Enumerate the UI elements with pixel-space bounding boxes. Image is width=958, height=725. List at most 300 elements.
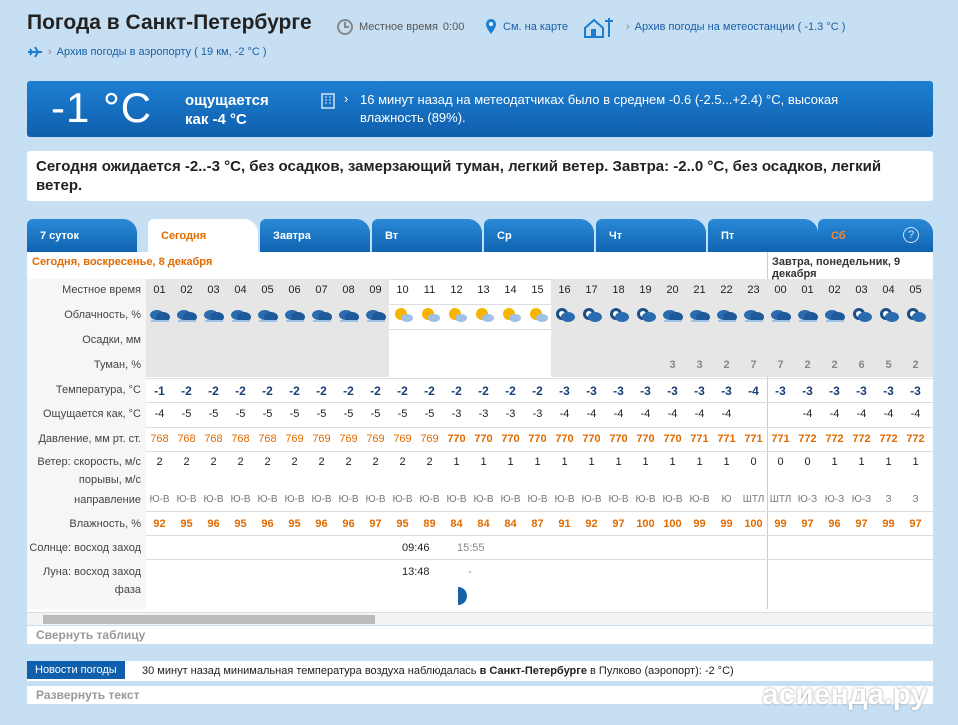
temp-cell: -2	[424, 384, 435, 398]
humidity-cell: 84	[477, 518, 490, 530]
pressure-cell: 769	[312, 433, 331, 445]
feels-cell: -4	[586, 408, 597, 420]
feels-cell: -4	[829, 408, 840, 420]
chevron-right-icon: ›	[626, 21, 630, 33]
map-link[interactable]	[484, 18, 568, 36]
feels-cell: -4	[802, 408, 813, 420]
pressure-cell: 769	[285, 433, 304, 445]
feels-cell: -3	[505, 408, 516, 420]
pressure-cell: 770	[528, 433, 547, 445]
wind-cell: 1	[723, 456, 730, 468]
hour-cell: 07	[315, 284, 328, 296]
wind-cell: 1	[885, 456, 892, 468]
wind-cell: 1	[561, 456, 568, 468]
hour-cell: 03	[207, 284, 220, 296]
direction-cell: Ю-В	[257, 494, 278, 505]
pressure-cell: 772	[879, 433, 898, 445]
sun-cloud-icon	[392, 306, 414, 324]
cloud-icon	[743, 306, 765, 324]
feels-cell: -5	[262, 408, 273, 420]
fog-cell: 7	[777, 359, 784, 371]
cloud-icon	[176, 306, 198, 324]
cloud-icon	[338, 306, 360, 324]
cloud-icon	[311, 306, 333, 324]
feels-cell: -5	[235, 408, 246, 420]
table-scrollbar[interactable]	[27, 612, 933, 625]
direction-cell: Ю-З	[797, 494, 818, 505]
direction-cell: Ю-В	[392, 494, 413, 505]
news-text-c: в Пулково (аэропорт): -2 °C)	[586, 665, 734, 677]
temp-cell: -2	[181, 384, 192, 398]
label-gusts: порывы, м/с	[78, 474, 141, 486]
direction-cell: Ю-В	[662, 494, 683, 505]
hour-cell: 18	[612, 284, 625, 296]
temp-cell: -3	[559, 384, 570, 398]
help-icon[interactable]: ?	[903, 227, 919, 243]
feels-like-line2: как -4 °C	[185, 111, 247, 128]
pressure-cell: 771	[717, 433, 736, 445]
direction-cell: ШТЛ	[742, 494, 765, 505]
label-time: Местное время	[62, 284, 141, 296]
feels-cell: -4	[721, 408, 732, 420]
wind-cell: 2	[426, 456, 433, 468]
temp-cell: -2	[370, 384, 381, 398]
clock-icon	[336, 18, 354, 36]
temp-cell: -2	[289, 384, 300, 398]
sun-cloud-icon	[473, 306, 495, 324]
row-divider	[27, 378, 933, 379]
tab-wednesday[interactable]: Ср	[484, 219, 594, 252]
hour-cell: 08	[342, 284, 355, 296]
feels-cell: -3	[451, 408, 462, 420]
local-time	[336, 18, 464, 36]
direction-cell: Ю-З	[824, 494, 845, 505]
hour-cell: 13	[477, 284, 490, 296]
humidity-cell: 95	[288, 518, 301, 530]
watermark: асиенда.ру	[762, 678, 928, 711]
fog-cell: 6	[858, 359, 865, 371]
row-divider	[27, 511, 933, 512]
direction-cell: Ю-В	[365, 494, 386, 505]
local-time-value: 0:00	[442, 21, 465, 33]
feels-cell: -4	[910, 408, 921, 420]
feels-cell: -5	[316, 408, 327, 420]
hour-cell: 16	[558, 284, 571, 296]
pressure-cell: 770	[663, 433, 682, 445]
wind-cell: 1	[831, 456, 838, 468]
direction-cell: Ю-В	[311, 494, 332, 505]
feels-cell: -4	[667, 408, 678, 420]
day-tabs	[27, 219, 933, 252]
label-moon-phase: фаза	[114, 584, 141, 596]
pressure-cell: 770	[555, 433, 574, 445]
map-pin-icon	[484, 18, 498, 36]
humidity-cell: 96	[315, 518, 328, 530]
humidity-cell: 91	[558, 518, 571, 530]
hour-cell: 21	[693, 284, 706, 296]
direction-cell: ШТЛ	[769, 494, 792, 505]
night-cloud-icon	[851, 306, 873, 324]
tomorrow-header: Завтра, понедельник, 9 декабря	[772, 256, 901, 280]
humidity-cell: 97	[801, 518, 814, 530]
direction-cell: Ю-В	[284, 494, 305, 505]
hour-cell: 00	[774, 284, 787, 296]
pressure-cell: 770	[582, 433, 601, 445]
direction-cell: Ю-В	[203, 494, 224, 505]
label-sun: Солнце: восход заход	[29, 542, 141, 554]
temp-cell: -3	[721, 384, 732, 398]
direction-cell: Ю-В	[608, 494, 629, 505]
hour-cell: 20	[666, 284, 679, 296]
humidity-cell: 97	[612, 518, 625, 530]
pressure-cell: 768	[258, 433, 277, 445]
sun-cloud-icon	[446, 306, 468, 324]
feels-cell: -5	[343, 408, 354, 420]
scrollbar-thumb[interactable]	[43, 615, 375, 624]
temp-cell: -3	[883, 384, 894, 398]
airplane-icon	[27, 45, 43, 59]
current-temperature: -1 °C	[51, 84, 153, 131]
pressure-cell: 772	[852, 433, 871, 445]
fog-cell: 3	[696, 359, 703, 371]
humidity-cell: 96	[261, 518, 274, 530]
temp-cell: -3	[586, 384, 597, 398]
wind-cell: 2	[318, 456, 325, 468]
page-title: Погода в Санкт-Петербурге	[27, 11, 312, 34]
feels-cell: -4	[559, 408, 570, 420]
chevron-right-icon: ›	[344, 91, 349, 106]
feels-cell: -5	[397, 408, 408, 420]
direction-cell: Ю-В	[554, 494, 575, 505]
fog-cell: 2	[804, 359, 811, 371]
feels-cell: -3	[532, 408, 543, 420]
sun-cloud-icon	[500, 306, 522, 324]
pressure-cell: 771	[771, 433, 790, 445]
collapse-table-button[interactable]: Свернуть таблицу	[27, 626, 933, 644]
hour-cell: 12	[450, 284, 463, 296]
humidity-cell: 99	[774, 518, 787, 530]
pressure-cell: 770	[636, 433, 655, 445]
temp-cell: -2	[343, 384, 354, 398]
feels-cell: -5	[424, 408, 435, 420]
sun-cloud-icon	[419, 306, 441, 324]
humidity-cell: 97	[855, 518, 868, 530]
feels-cell: -5	[208, 408, 219, 420]
hour-cell: 17	[585, 284, 598, 296]
cloud-icon	[365, 306, 387, 324]
wind-cell: 1	[453, 456, 460, 468]
hour-cell: 04	[234, 284, 247, 296]
temp-cell: -3	[667, 384, 678, 398]
humidity-cell: 92	[585, 518, 598, 530]
hour-cell: 02	[828, 284, 841, 296]
hour-cell: 05	[909, 284, 922, 296]
label-moon: Луна: восход заход	[42, 566, 141, 578]
pressure-cell: 770	[474, 433, 493, 445]
temp-cell: -3	[856, 384, 867, 398]
wind-cell: 1	[480, 456, 487, 468]
wind-cell: 0	[750, 456, 757, 468]
sun-rise: 09:46	[402, 542, 430, 554]
humidity-cell: 95	[180, 518, 193, 530]
hour-cell: 09	[369, 284, 382, 296]
row-divider	[27, 402, 933, 403]
label-precip: Осадки, мм	[82, 334, 141, 346]
hour-cell: 02	[180, 284, 193, 296]
wind-cell: 2	[372, 456, 379, 468]
expand-text-button[interactable]: Развернуть текст	[27, 686, 933, 704]
temp-cell: -2	[208, 384, 219, 398]
sun-cloud-icon	[527, 306, 549, 324]
wind-cell: 1	[912, 456, 919, 468]
feels-cell: -4	[613, 408, 624, 420]
pressure-cell: 768	[177, 433, 196, 445]
temp-cell: -2	[397, 384, 408, 398]
weather-station-icon	[583, 16, 621, 38]
cloud-icon	[824, 306, 846, 324]
temp-cell: -3	[775, 384, 786, 398]
pressure-cell: 769	[339, 433, 358, 445]
wind-cell: 0	[804, 456, 811, 468]
wind-cell: 2	[210, 456, 217, 468]
hour-cell: 14	[504, 284, 517, 296]
wind-cell: 1	[507, 456, 514, 468]
pressure-cell: 768	[150, 433, 169, 445]
cloud-icon	[284, 306, 306, 324]
label-temp: Температура, °С	[55, 384, 141, 396]
direction-cell: Ю-В	[473, 494, 494, 505]
temp-cell: -2	[532, 384, 543, 398]
night-cloud-icon	[554, 306, 576, 324]
wind-cell: 2	[237, 456, 244, 468]
pressure-cell: 770	[609, 433, 628, 445]
fog-cell: 5	[885, 359, 892, 371]
humidity-cell: 99	[882, 518, 895, 530]
cloud-icon	[149, 306, 171, 324]
wind-cell: 2	[345, 456, 352, 468]
wind-cell: 1	[669, 456, 676, 468]
chevron-right-icon: ›	[48, 46, 52, 58]
tab-tomorrow[interactable]: Завтра	[260, 219, 370, 252]
cloud-icon	[662, 306, 684, 324]
label-direction: направление	[74, 494, 141, 506]
station-archive-link[interactable]	[583, 16, 845, 38]
humidity-cell: 97	[369, 518, 382, 530]
direction-cell: Ю-В	[176, 494, 197, 505]
wind-cell: 1	[858, 456, 865, 468]
humidity-cell: 95	[396, 518, 409, 530]
airport-archive-label[interactable]: Архив погоды в аэропорту ( 19 км, -2 °C )	[56, 46, 267, 58]
humidity-cell: 99	[720, 518, 733, 530]
hour-cell: 10	[396, 284, 409, 296]
humidity-cell: 100	[636, 518, 655, 530]
hour-cell: 03	[855, 284, 868, 296]
night-cloud-icon	[635, 306, 657, 324]
wind-cell: 1	[642, 456, 649, 468]
hour-cell: 06	[288, 284, 301, 296]
direction-cell: Ю-В	[338, 494, 359, 505]
direction-cell: Ю-В	[149, 494, 170, 505]
label-cloud: Облачность, %	[64, 309, 141, 321]
cloud-icon	[716, 306, 738, 324]
direction-cell: З	[885, 494, 892, 505]
hour-cell: 15	[531, 284, 544, 296]
wind-cell: 2	[183, 456, 190, 468]
local-time-label: Местное время	[359, 21, 438, 33]
feels-cell: -4	[883, 408, 894, 420]
humidity-cell: 87	[531, 518, 544, 530]
news-label[interactable]: Новости погоды	[27, 661, 125, 679]
temp-cell: -3	[802, 384, 813, 398]
temp-cell: -2	[451, 384, 462, 398]
wind-cell: 2	[264, 456, 271, 468]
cloud-icon	[230, 306, 252, 324]
wind-cell: 1	[615, 456, 622, 468]
label-fog: Туман, %	[93, 359, 141, 371]
humidity-cell: 89	[423, 518, 436, 530]
label-pressure: Давление, мм рт. ст.	[38, 433, 141, 445]
humidity-cell: 84	[450, 518, 463, 530]
forecast-summary: Сегодня ожидается -2..-3 °C, без осадков, замерзающий туман, легкий ветер. Завтра: -2..0 °C, без осадков, легкий ветер.	[27, 151, 933, 201]
label-wind: Ветер: скорость, м/с	[37, 456, 141, 468]
direction-cell: Ю-В	[635, 494, 656, 505]
night-cloud-icon	[905, 306, 927, 324]
temp-cell: -4	[748, 384, 759, 398]
cloud-icon	[770, 306, 792, 324]
feels-cell: -4	[694, 408, 705, 420]
fog-cell: 7	[750, 359, 757, 371]
hour-cell: 05	[261, 284, 274, 296]
hour-cell: 01	[153, 284, 166, 296]
feels-cell: -4	[640, 408, 651, 420]
feels-like	[185, 91, 269, 129]
pressure-cell: 769	[420, 433, 439, 445]
humidity-cell: 97	[909, 518, 922, 530]
direction-cell: Ю-В	[689, 494, 710, 505]
pressure-cell: 770	[501, 433, 520, 445]
hour-cell: 19	[639, 284, 652, 296]
fog-cell: 2	[912, 359, 919, 371]
temp-cell: -2	[316, 384, 327, 398]
fog-cell: 2	[723, 359, 730, 371]
current-weather-panel	[27, 81, 933, 137]
hour-cell: 11	[423, 284, 436, 296]
building-icon	[319, 91, 337, 109]
moon-rise: 13:48	[402, 566, 430, 578]
direction-cell: З	[912, 494, 919, 505]
feels-cell: -4	[856, 408, 867, 420]
station-archive-label[interactable]: Архив погоды на метеостанции ( -1.3 °C )	[634, 21, 846, 33]
humidity-cell: 100	[744, 518, 763, 530]
tab-saturday-label[interactable]: Сб	[831, 230, 846, 242]
pressure-cell: 768	[204, 433, 223, 445]
hour-cell: 04	[882, 284, 895, 296]
humidity-cell: 84	[504, 518, 517, 530]
temp-cell: -3	[910, 384, 921, 398]
wind-cell: 1	[696, 456, 703, 468]
temp-cell: -3	[694, 384, 705, 398]
direction-cell: Ю-В	[500, 494, 521, 505]
feels-cell: -4	[154, 408, 165, 420]
humidity-cell: 92	[153, 518, 166, 530]
label-humidity: Влажность, %	[69, 518, 141, 530]
direction-cell: Ю-В	[527, 494, 548, 505]
fog-cell: 3	[669, 359, 676, 371]
wind-cell: 2	[399, 456, 406, 468]
row-divider	[27, 559, 933, 560]
sun-set: 15:55	[457, 542, 485, 554]
night-cloud-icon	[581, 306, 603, 324]
cloud-icon	[203, 306, 225, 324]
tab-thursday[interactable]: Чт	[596, 219, 706, 252]
feels-cell: -3	[478, 408, 489, 420]
wind-cell: 0	[777, 456, 784, 468]
map-link-label[interactable]: См. на карте	[503, 21, 568, 33]
tab-7-days[interactable]: 7 суток	[27, 219, 137, 252]
humidity-cell: 95	[234, 518, 247, 530]
hour-cell: 22	[720, 284, 733, 296]
temp-cell: -2	[262, 384, 273, 398]
wind-cell: 1	[534, 456, 541, 468]
temp-cell: -3	[829, 384, 840, 398]
tab-saturday[interactable]	[818, 219, 933, 252]
news-text	[142, 665, 734, 677]
direction-cell: Ю	[721, 494, 732, 505]
wind-cell: 2	[291, 456, 298, 468]
moon-phase-icon	[455, 586, 469, 606]
feels-cell: -5	[370, 408, 381, 420]
wind-cell: 1	[588, 456, 595, 468]
tab-friday[interactable]: Пт	[708, 219, 818, 252]
airport-archive-link[interactable]	[27, 45, 267, 59]
fog-cell: 2	[831, 359, 838, 371]
pressure-cell: 769	[366, 433, 385, 445]
direction-cell: Ю-В	[446, 494, 467, 505]
humidity-cell: 96	[207, 518, 220, 530]
feels-cell: -5	[181, 408, 192, 420]
temp-cell: -3	[613, 384, 624, 398]
pressure-cell: 772	[906, 433, 925, 445]
temp-cell: -1	[154, 384, 165, 398]
row-divider	[27, 451, 933, 452]
news-text-b: в Санкт-Петербурге	[479, 665, 587, 677]
humidity-cell: 99	[693, 518, 706, 530]
row-divider	[27, 427, 933, 428]
humidity-cell: 100	[663, 518, 682, 530]
direction-cell: Ю-З	[851, 494, 872, 505]
night-cloud-icon	[878, 306, 900, 324]
tab-today[interactable]: Сегодня	[148, 219, 258, 252]
label-feels: Ощущается как, °С	[42, 408, 141, 420]
humidity-cell: 96	[828, 518, 841, 530]
temp-cell: -2	[235, 384, 246, 398]
pressure-cell: 772	[825, 433, 844, 445]
current-weather-text: 16 минут назад на метеодатчиках было в среднем -0.6 (-2.5...+2.4) °C, высокая влажность (89%).	[360, 92, 839, 125]
news-text-a: 30 минут назад минимальная температура воздуха наблюдалась	[142, 665, 480, 677]
temp-cell: -2	[505, 384, 516, 398]
temp-cell: -3	[640, 384, 651, 398]
pressure-cell: 771	[690, 433, 709, 445]
feels-like-line1: ощущается	[185, 92, 269, 109]
hour-cell: 01	[801, 284, 814, 296]
cloud-icon	[689, 306, 711, 324]
humidity-cell: 96	[342, 518, 355, 530]
moon-set: -	[468, 566, 472, 578]
pressure-cell: 768	[231, 433, 250, 445]
tab-tuesday[interactable]: Вт	[372, 219, 482, 252]
cloud-icon	[257, 306, 279, 324]
wind-cell: 2	[156, 456, 163, 468]
